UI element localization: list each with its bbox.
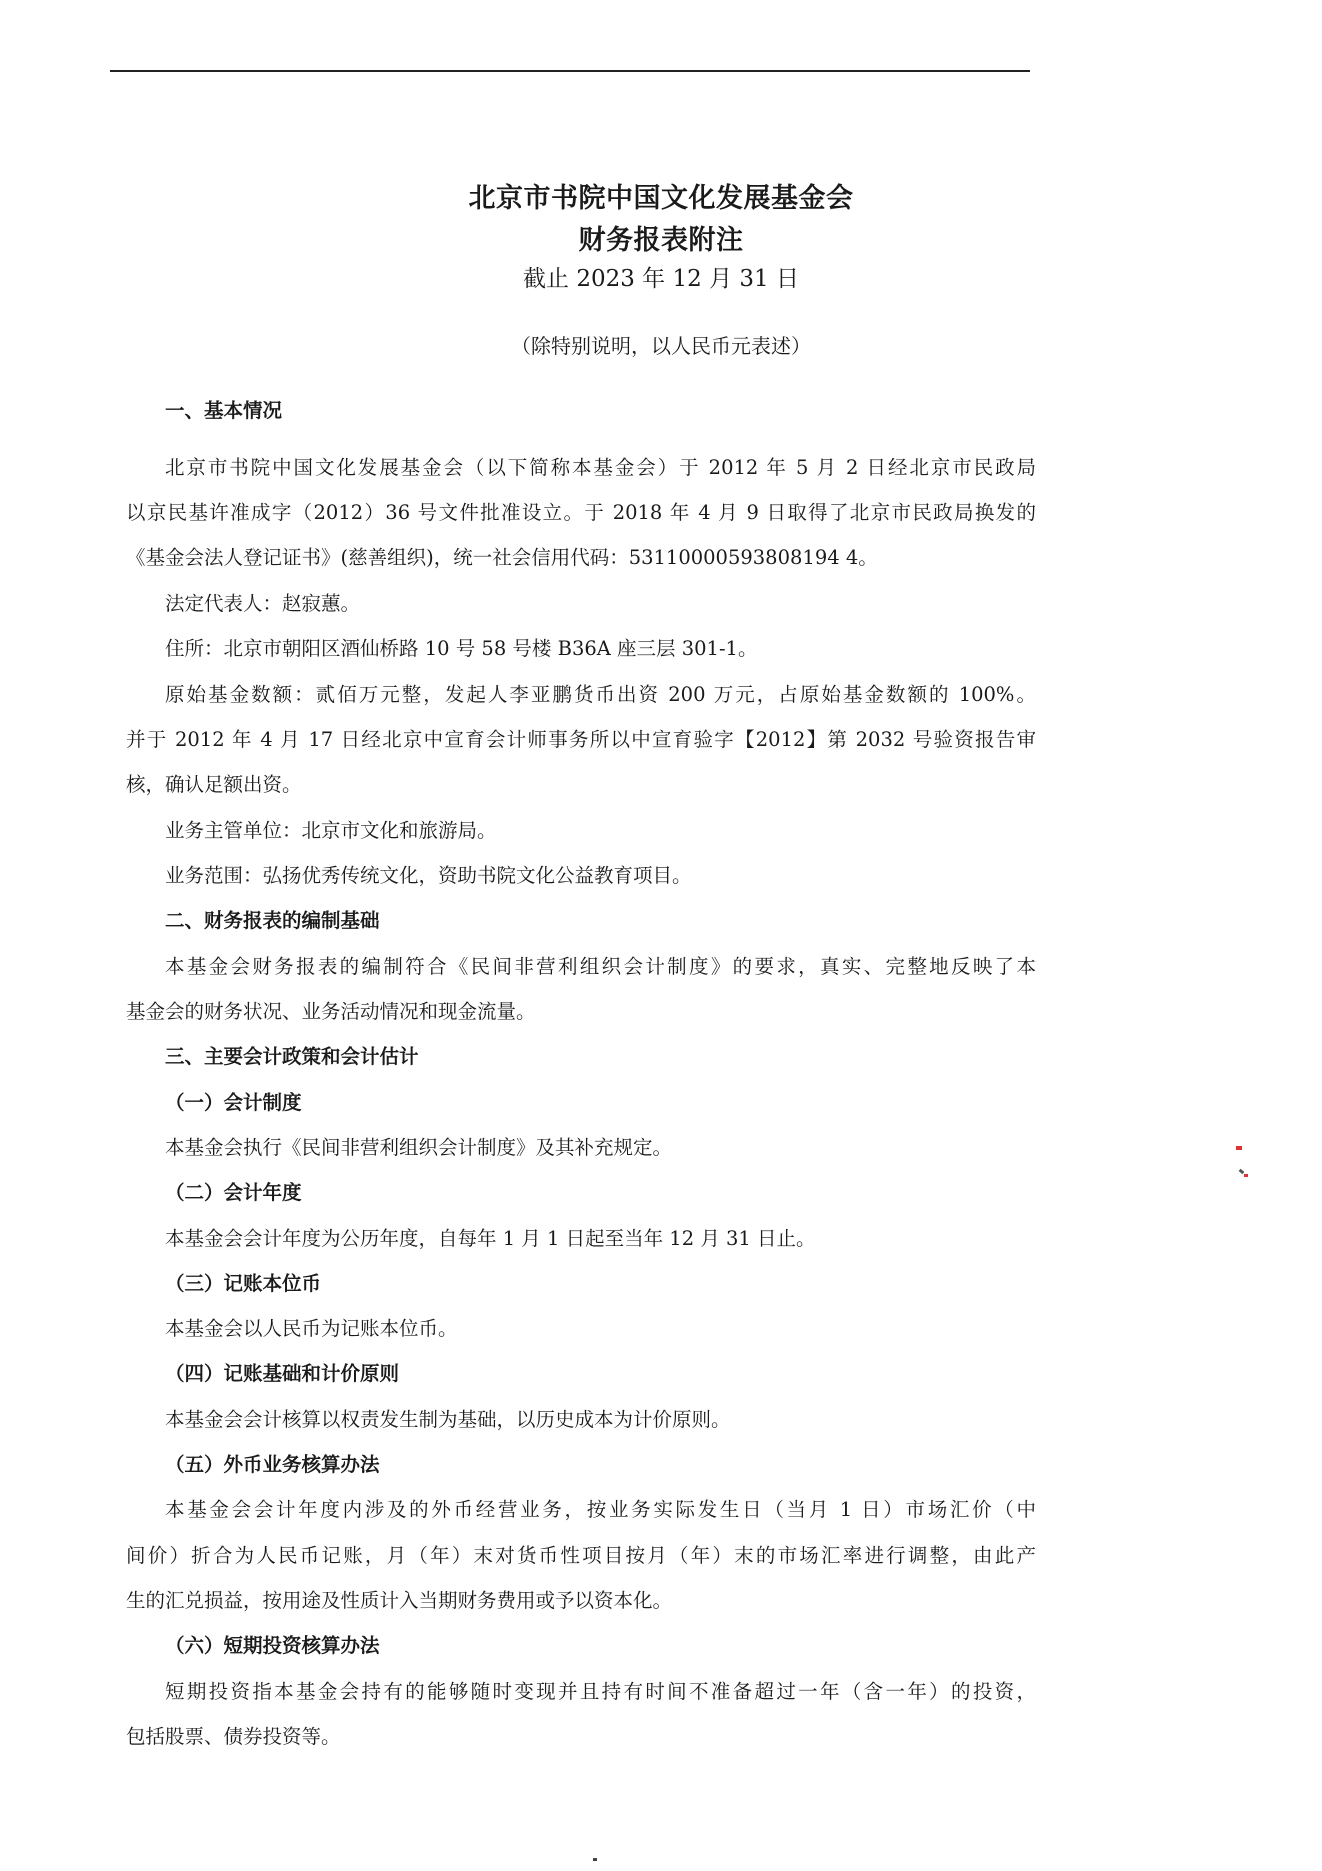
subheading-foreign-currency: （五）外币业务核算办法 <box>165 1453 380 1476</box>
document-title: 北京市书院中国文化发展基金会 <box>468 183 854 214</box>
currency-note: （除特别说明，以人民币元表述） <box>511 334 811 358</box>
paragraph-line: 基金会的财务状况、业务活动情况和现金流量。 <box>126 1000 536 1023</box>
section-heading-policies: 三、主要会计政策和会计估计 <box>165 1045 419 1068</box>
top-rule <box>110 70 1030 72</box>
subheading-short-term-investment: （六）短期投资核算办法 <box>165 1634 380 1657</box>
scan-dot <box>593 1858 597 1861</box>
paragraph-line: 本基金会执行《民间非营利组织会计制度》及其补充规定。 <box>165 1136 673 1159</box>
paragraph-line: 短期投资指本基金会持有的能够随时变现并且持有时间不准备超过一年（含一年）的投资， <box>165 1680 1036 1703</box>
section-heading-basis: 二、财务报表的编制基础 <box>165 909 380 932</box>
address: 住所：北京市朝阳区酒仙桥路 10 号 58 号楼 B36A 座三层 301-1。 <box>165 637 758 660</box>
subheading-accounting-basis: （四）记账基础和计价原则 <box>165 1362 400 1385</box>
paragraph-line: 生的汇兑损益，按用途及性质计入当期财务费用或予以资本化。 <box>126 1589 673 1612</box>
subheading-accounting-system: （一）会计制度 <box>165 1091 302 1114</box>
paragraph-line: 包括股票、债券投资等。 <box>126 1725 341 1748</box>
section-heading-basic-info: 一、基本情况 <box>165 399 283 422</box>
paragraph-line: 本基金会会计年度内涉及的外币经营业务，按业务实际发生日（当月 1 日）市场汇价（中 <box>165 1498 1036 1521</box>
supervising-unit: 业务主管单位：北京市文化和旅游局。 <box>165 819 497 842</box>
paragraph-line: 原始基金数额：贰佰万元整，发起人李亚鹏货币出资 200 万元，占原始基金数额的 100%。 <box>165 683 1036 706</box>
legal-representative: 法定代表人：赵寂蕙。 <box>165 592 361 615</box>
document-subtitle: 财务报表附注 <box>578 225 744 256</box>
paragraph-line: 《基金会法人登记证书》(慈善组织)，统一社会信用代码：53110000593808194 4。 <box>126 546 878 569</box>
scan-mark <box>1236 1146 1250 1186</box>
paragraph-line: 本基金会以人民币为记账本位币。 <box>165 1317 458 1340</box>
paragraph-line: 本基金会会计核算以权责发生制为基础，以历史成本为计价原则。 <box>165 1408 731 1431</box>
business-scope: 业务范围：弘扬优秀传统文化，资助书院文化公益教育项目。 <box>165 864 692 887</box>
paragraph-line: 北京市书院中国文化发展基金会（以下简称本基金会）于 2012 年 5 月 2 日经北京市民政局 <box>165 456 1036 479</box>
paragraph-line: 本基金会财务报表的编制符合《民间非营利组织会计制度》的要求，真实、完整地反映了本 <box>165 955 1036 978</box>
subheading-currency: （三）记账本位币 <box>165 1272 322 1295</box>
subheading-fiscal-year: （二）会计年度 <box>165 1181 302 1204</box>
paragraph-line: 以京民基许准成字（2012）36 号文件批准设立。于 2018 年 4 月 9 日取得了北京市民政局换发的 <box>126 501 1036 524</box>
paragraph-line: 核，确认足额出资。 <box>126 773 302 796</box>
scan-mark-red <box>1236 1146 1242 1150</box>
scan-mark-red <box>1244 1174 1248 1177</box>
paragraph-line: 并于 2012 年 4 月 17 日经北京中宣育会计师事务所以中宣育验字【2012】第 2032 号验资报告审 <box>126 728 1036 751</box>
report-date: 截止 2023 年 12 月 31 日 <box>523 266 799 292</box>
paragraph-line: 本基金会会计年度为公历年度，自每年 1 月 1 日起至当年 12 月 31 日止。 <box>165 1227 816 1250</box>
paragraph-line: 间价）折合为人民币记账，月（年）末对货币性项目按月（年）末的市场汇率进行调整，由此产 <box>126 1544 1036 1567</box>
